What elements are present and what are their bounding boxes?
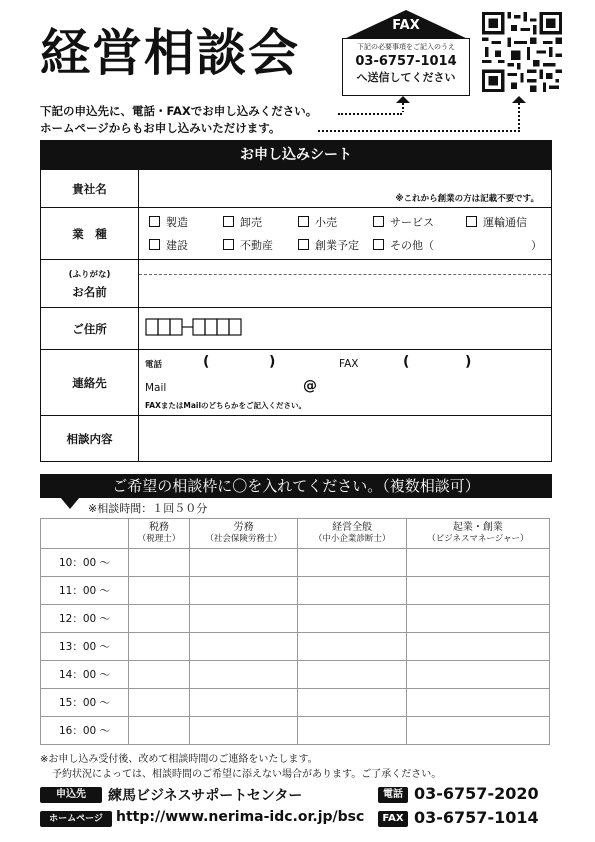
homepage-tag: ホームページ — [40, 811, 112, 827]
slots-table — [40, 518, 550, 745]
address-row — [41, 307, 551, 349]
footer-note-line1: ※お申し込み受付後、改めて相談時間のご連絡をいたします。 — [40, 754, 318, 765]
slot-cell[interactable] — [189, 633, 297, 661]
time-row — [41, 605, 550, 633]
contact-row — [41, 349, 551, 415]
mail-field[interactable] — [181, 378, 301, 396]
footer-tel[interactable]: 03-6757-2020 — [414, 784, 539, 803]
checkbox-icon[interactable] — [223, 239, 234, 250]
apply-tag: 申込先 — [40, 787, 102, 803]
contact-note: FAXまたはMailのどちらかをご記入ください。 — [145, 401, 307, 410]
industry-option[interactable]: 小売 — [298, 214, 337, 230]
time-label: 13：00 〜 — [41, 633, 129, 661]
slot-cell[interactable] — [298, 577, 406, 605]
checkbox-icon[interactable] — [466, 216, 477, 227]
arrow-up-icon — [396, 96, 410, 112]
time-label: 14：00 〜 — [41, 661, 129, 689]
homepage-url[interactable]: http://www.nerima-idc.or.jp/bsc — [116, 809, 365, 825]
company-note: ※これから創業の方は記載不要です。 — [395, 194, 539, 204]
fax-box-note: 下記の必要事項をご記入のうえ — [357, 43, 455, 51]
time-label: 10：00 〜 — [41, 549, 129, 577]
slot-cell[interactable] — [406, 633, 549, 661]
column-header: 税務 （税理士） — [129, 519, 190, 549]
industry-option[interactable]: 運輸通信 — [466, 214, 527, 230]
furigana-field[interactable] — [139, 260, 551, 274]
qr-code-icon[interactable] — [482, 12, 562, 92]
industry-label: 業 種 — [41, 208, 139, 259]
industry-row — [41, 207, 551, 259]
contact-label: 連絡先 — [41, 350, 139, 415]
tel-field[interactable] — [211, 354, 267, 372]
dotted-leader — [338, 113, 402, 115]
tel-paren-open: ( — [203, 354, 210, 370]
column-header: 起業・創業 （ビジネスマネージャー） — [406, 519, 549, 549]
fax-paren-open: ( — [403, 354, 410, 370]
fax-send-box — [342, 10, 470, 96]
name-label: お名前 — [72, 284, 107, 299]
slot-cell[interactable] — [298, 689, 406, 717]
organization-name: 練馬ビジネスサポートセンター — [108, 788, 303, 804]
slot-cell[interactable] — [129, 717, 190, 745]
intro-text-line2: ホームページからもお申し込みいただけます。 — [40, 121, 281, 135]
slot-cell[interactable] — [298, 717, 406, 745]
time-row — [41, 549, 550, 577]
checkbox-icon[interactable] — [373, 216, 384, 227]
fax-label: FAX — [339, 358, 359, 370]
time-label: 15：00 〜 — [41, 689, 129, 717]
slot-cell[interactable] — [129, 661, 190, 689]
time-label: 12：00 〜 — [41, 605, 129, 633]
time-label: 11：00 〜 — [41, 577, 129, 605]
consult-field[interactable] — [139, 416, 551, 462]
slot-cell[interactable] — [189, 549, 297, 577]
checkbox-icon[interactable] — [373, 239, 384, 250]
slot-cell[interactable] — [406, 661, 549, 689]
other-close-paren: ） — [531, 239, 542, 252]
consult-row — [41, 415, 551, 462]
fax-box-number: 03-6757-1014 — [355, 54, 457, 69]
industry-option[interactable]: 創業予定 — [298, 237, 359, 253]
form-heading: お申し込みシート — [41, 141, 551, 169]
name-label-cell — [41, 260, 139, 307]
checkbox-icon[interactable] — [149, 216, 160, 227]
address-label: ご住所 — [41, 308, 139, 349]
industry-option[interactable]: 卸売 — [223, 214, 262, 230]
postal-code-boxes[interactable] — [145, 318, 247, 336]
at-sign: @ — [303, 378, 317, 394]
slot-cell[interactable] — [298, 661, 406, 689]
industry-option[interactable]: 製造 — [149, 214, 188, 230]
checkbox-icon[interactable] — [149, 239, 160, 250]
duration-note: ※相談時間：１回５０分 — [88, 502, 208, 515]
intro-text-line1: 下記の申込先に、電話・FAXでお申し込みください。 — [40, 104, 318, 118]
tel-tag: 電話 — [378, 787, 408, 803]
page-title: 経営相談会 — [40, 23, 300, 82]
industry-option[interactable]: その他（ — [373, 237, 434, 253]
slot-cell[interactable] — [406, 549, 549, 577]
slot-cell[interactable] — [129, 577, 190, 605]
industry-option[interactable]: サービス — [373, 214, 434, 230]
footer-fax[interactable]: 03-6757-1014 — [414, 808, 539, 827]
slot-cell[interactable] — [298, 633, 406, 661]
slot-cell[interactable] — [406, 605, 549, 633]
slot-cell[interactable] — [189, 577, 297, 605]
slots-banner: ご希望の相談枠に〇を入れてください。（複数相談可） — [40, 474, 552, 498]
time-row — [41, 689, 550, 717]
slot-cell[interactable] — [189, 717, 297, 745]
column-header: 経営全般 （中小企業診断士） — [298, 519, 406, 549]
industry-option[interactable]: 不動産 — [223, 237, 273, 253]
slot-cell[interactable] — [298, 549, 406, 577]
slot-cell[interactable] — [189, 689, 297, 717]
slot-cell[interactable] — [406, 689, 549, 717]
time-row — [41, 717, 550, 745]
tel-label: 電話 — [145, 360, 163, 370]
fax-box-label: FAX — [392, 18, 420, 33]
mail-label: Mail — [145, 382, 167, 394]
slot-cell[interactable] — [129, 689, 190, 717]
fax-field[interactable] — [411, 354, 463, 372]
empty-corner-cell — [41, 519, 129, 549]
application-form — [40, 140, 552, 462]
checkbox-icon[interactable] — [298, 216, 309, 227]
footer-note-line2: 予約状況によっては、相談時間のご希望に添えない場合があります。ご了承ください。 — [52, 769, 442, 780]
slots-header-row — [41, 519, 550, 549]
company-label: 貴社名 — [41, 170, 139, 207]
name-field[interactable] — [139, 275, 551, 307]
fax-paren-close: ) — [465, 354, 472, 370]
slot-cell[interactable] — [189, 605, 297, 633]
column-header: 労務 （社会保険労務士） — [189, 519, 297, 549]
time-label: 16：00 〜 — [41, 717, 129, 745]
tel-paren-close: ) — [269, 354, 276, 370]
fax-tag: FAX — [378, 811, 408, 827]
checkbox-icon[interactable] — [298, 239, 309, 250]
slot-cell[interactable] — [129, 605, 190, 633]
company-row — [41, 169, 551, 207]
slot-cell[interactable] — [298, 605, 406, 633]
slot-cell[interactable] — [129, 633, 190, 661]
slot-cell[interactable] — [406, 717, 549, 745]
slot-cell[interactable] — [406, 577, 549, 605]
consult-label: 相談内容 — [41, 416, 139, 462]
banner-pointer — [60, 497, 80, 509]
time-row — [41, 577, 550, 605]
checkbox-icon[interactable] — [223, 216, 234, 227]
time-row — [41, 633, 550, 661]
slot-cell[interactable] — [129, 549, 190, 577]
time-row — [41, 661, 550, 689]
slot-cell[interactable] — [189, 661, 297, 689]
name-row — [41, 259, 551, 307]
fax-box-send-text: へ送信してください — [356, 71, 456, 84]
furigana-label: (ふりがな) — [68, 269, 111, 280]
arrow-up-icon — [512, 96, 526, 132]
industry-option[interactable]: 建設 — [149, 237, 188, 253]
dotted-leader — [318, 130, 520, 132]
